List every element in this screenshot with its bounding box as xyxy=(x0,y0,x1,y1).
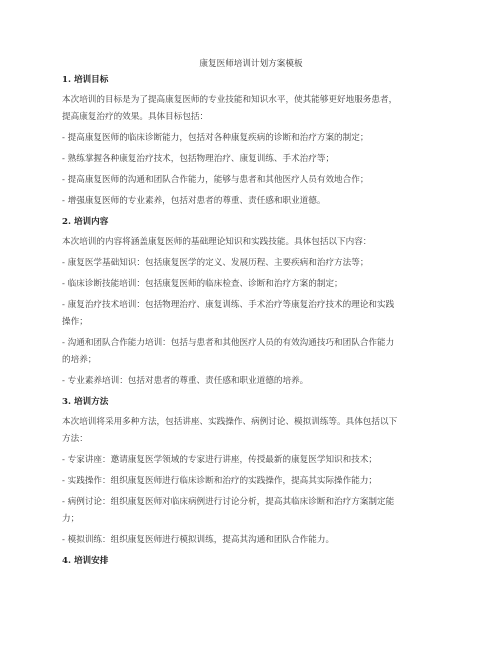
section-heading: 1. 培训目标 xyxy=(62,75,109,85)
list-item: - 康复医学基础知识：包括康复医学的定义、发展历程、主要疾病和治疗方法等； xyxy=(62,258,369,268)
section-heading: 2. 培训内容 xyxy=(62,217,109,227)
list-item-continuation: 力； xyxy=(62,514,80,524)
paragraph-line: 本次培训的内容将涵盖康复医师的基础理论知识和实践技能。具体包括以下内容： xyxy=(62,237,372,247)
list-item: - 专家讲座：邀请康复医学领域的专家进行讲座，传授最新的康复医学知识和技术； xyxy=(62,455,378,465)
document-title: 康复医师培训计划方案模板 xyxy=(199,59,303,69)
list-item: - 专业素养培训：包括对患者的尊重、责任感和职业道德的培养。 xyxy=(62,376,309,386)
list-item: - 模拟训练：组织康复医师进行模拟训练，提高其沟通和团队合作能力。 xyxy=(62,535,335,545)
list-item: - 提高康复医师的临床诊断能力，包括对各种康复疾病的诊断和治疗方案的制定； xyxy=(62,133,369,143)
list-item: - 康复治疗技术培训：包括物理治疗、康复训练、手术治疗等康复治疗技术的理论和实践 xyxy=(62,300,395,310)
section-training-schedule xyxy=(62,556,443,567)
list-item: - 临床诊断技能培训：包括康复医师的临床检查、诊断和治疗方案的制定； xyxy=(62,279,343,289)
list-item: - 熟练掌握各种康复治疗技术，包括物理治疗、康复训练、手术治疗等； xyxy=(62,154,335,164)
section-training-methods xyxy=(62,397,443,546)
paragraph-line: 本次培训的目标是为了提高康复医师的专业技能和知识水平，使其能够更好地服务患者， xyxy=(62,95,398,105)
section-training-goals xyxy=(62,75,443,207)
list-item: - 实践操作：组织康复医师进行临床诊断和治疗的实践操作，提高其实际操作能力； xyxy=(62,476,378,486)
list-item-continuation: 的培养； xyxy=(62,355,97,365)
list-item: - 增强康复医师的专业素养，包括对患者的尊重、责任感和职业道德。 xyxy=(62,196,326,206)
section-training-content xyxy=(62,217,443,387)
paragraph-line: 本次培训将采用多种方法，包括讲座、实践操作、病例讨论、模拟训练等。具体包括以下 xyxy=(62,417,398,427)
list-item: - 沟通和团队合作能力培训：包括与患者和其他医疗人员的有效沟通技巧和团队合作能力 xyxy=(62,338,395,348)
section-heading: 4. 培训安排 xyxy=(62,556,109,566)
paragraph-line: 提高康复治疗的效果。具体目标包括： xyxy=(62,112,209,122)
paragraph-line: 方法： xyxy=(62,434,88,444)
list-item: - 提高康复医师的沟通和团队合作能力，能够与患者和其他医疗人员有效地合作； xyxy=(62,175,369,185)
section-heading: 3. 培训方法 xyxy=(62,397,109,407)
list-item-continuation: 操作； xyxy=(62,317,88,327)
list-item: - 病例讨论：组织康复医师对临床病例进行讨论分析，提高其临床诊断和治疗方案制定能 xyxy=(62,497,395,507)
document-body xyxy=(62,75,443,567)
